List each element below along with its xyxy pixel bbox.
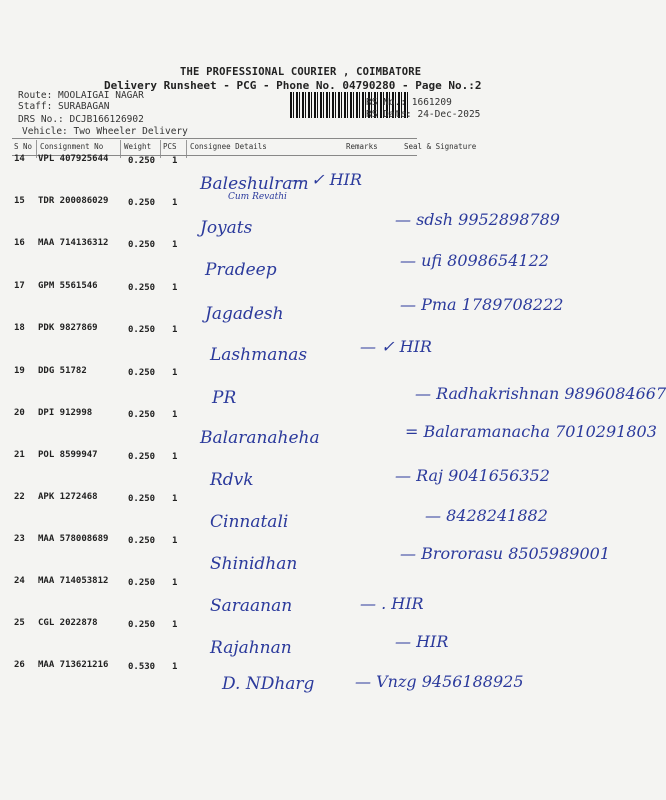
col-sno: S No	[14, 142, 33, 151]
pieces-count: 1	[172, 368, 178, 378]
pieces-count: 1	[172, 283, 178, 293]
weight-value: 0.250	[128, 156, 156, 166]
handwritten-consignee-name: Jagadesh	[205, 304, 284, 324]
serial-number: 17	[14, 281, 25, 291]
consignment-number: PDK 9827869	[38, 323, 98, 333]
pieces-count: 1	[172, 410, 178, 420]
handwritten-remark-signature: — ✓ HIR	[360, 337, 432, 356]
weight-value: 0.250	[128, 368, 156, 378]
handwritten-consignee-name: Cinnatali	[210, 512, 289, 532]
pieces-count: 1	[172, 662, 178, 672]
table-row	[0, 492, 600, 532]
serial-number: 23	[14, 534, 25, 544]
rs-number: RS No.: 1661209	[366, 97, 452, 108]
table-row	[0, 196, 600, 236]
weight-value: 0.250	[128, 240, 156, 250]
serial-number: 16	[14, 238, 25, 248]
handwritten-remark-signature: — sdsh 9952898789	[395, 210, 560, 229]
handwritten-consignee-name: Rdvk	[210, 470, 254, 490]
handwritten-consignee-name: Saraanan	[210, 596, 293, 616]
handwritten-remark-signature: — . HIR	[360, 594, 424, 613]
pieces-count: 1	[172, 536, 178, 546]
handwritten-consignee-name: Balaranaheha	[200, 428, 320, 448]
pieces-count: 1	[172, 198, 178, 208]
col-seal: Seal & Signature	[404, 142, 477, 151]
consignment-number: DPI 912998	[38, 408, 93, 418]
table-row	[0, 450, 600, 490]
table-row	[0, 660, 600, 700]
handwritten-consignee-name: Rajahnan	[210, 638, 292, 658]
col-consignee: Consignee Details	[190, 142, 267, 151]
handwritten-remark-signature: — Brororasu 8505989001	[400, 544, 610, 563]
weight-value: 0.250	[128, 494, 156, 504]
handwritten-remark-signature: — Vnzg 9456188925	[355, 672, 524, 691]
rs-date: RS Date: 24-Dec-2025	[366, 109, 481, 120]
handwritten-consignee-name: Shinidhan	[210, 554, 298, 574]
weight-value: 0.250	[128, 452, 156, 462]
pieces-count: 1	[172, 325, 178, 335]
handwritten-remark-signature: — HIR	[395, 632, 449, 651]
weight-value: 0.250	[128, 536, 156, 546]
weight-value: 0.250	[128, 410, 156, 420]
table-row	[0, 323, 600, 363]
col-consignment: Consignment No	[40, 142, 104, 151]
serial-number: 24	[14, 576, 25, 586]
weight-value: 0.250	[128, 578, 156, 588]
serial-number: 15	[14, 196, 25, 206]
table-row	[0, 408, 657, 448]
consignment-number: MAA 578008689	[38, 534, 109, 544]
document-title: THE PROFESSIONAL COURIER , COIMBATORE	[180, 66, 422, 78]
handwritten-remark-signature: — 8428241882	[425, 506, 548, 525]
table-row	[0, 281, 600, 324]
handwritten-consignee-note: Cum Revathi	[228, 192, 287, 202]
serial-number: 14	[14, 154, 25, 164]
col-pcs: PCS	[163, 142, 177, 151]
serial-number: 26	[14, 660, 25, 670]
vehicle-label: Vehicle: Two Wheeler Delivery	[22, 126, 188, 137]
consignment-number: MAA 714136312	[38, 238, 109, 248]
pieces-count: 1	[172, 494, 178, 504]
weight-value: 0.530	[128, 662, 156, 672]
weight-value: 0.250	[128, 325, 156, 335]
col-weight: Weight	[124, 142, 152, 151]
serial-number: 21	[14, 450, 25, 460]
handwritten-remark-signature: — ufi 8098654122	[400, 251, 549, 270]
staff-label: Staff: SURABAGAN	[18, 101, 110, 112]
consignment-number: GPM 5561546	[38, 281, 98, 291]
handwritten-consignee-name: D. NDharg	[222, 674, 315, 694]
serial-number: 18	[14, 323, 25, 333]
serial-number: 19	[14, 366, 25, 376]
serial-number: 22	[14, 492, 25, 502]
consignment-number: MAA 713621216	[38, 660, 109, 670]
table-row	[0, 238, 600, 278]
handwritten-consignee-name: Pradeep	[205, 260, 277, 280]
consignment-number: DDG 51782	[38, 366, 87, 376]
serial-number: 20	[14, 408, 25, 418]
pieces-count: 1	[172, 240, 178, 250]
consignment-number: VPL 407925644	[38, 154, 109, 164]
consignment-number: TDR 200086029	[38, 196, 109, 206]
table-row	[0, 366, 666, 408]
table-row	[0, 576, 600, 616]
table-row	[0, 618, 600, 658]
weight-value: 0.250	[128, 198, 156, 208]
handwritten-remark-signature: = Balaramanacha 7010291803	[405, 422, 657, 441]
consignment-number: POL 8599947	[38, 450, 98, 460]
handwritten-remark-signature: — Pma 1789708222	[400, 295, 564, 314]
col-remarks: Remarks	[346, 142, 378, 151]
handwritten-remark-signature: — Raj 9041656352	[395, 466, 550, 485]
handwritten-remark-signature: — Radhakrishnan 9896084667	[415, 384, 666, 403]
handwritten-consignee-name: Baleshulram	[200, 174, 309, 194]
consignment-number: MAA 714053812	[38, 576, 109, 586]
consignment-number: CGL 2022878	[38, 618, 98, 628]
serial-number: 25	[14, 618, 25, 628]
drs-number: DRS No.: DCJB166126902	[18, 114, 144, 125]
handwritten-consignee-name: PR	[212, 388, 237, 408]
table-top-rule	[12, 138, 417, 139]
weight-value: 0.250	[128, 283, 156, 293]
handwritten-consignee-name: Lashmanas	[210, 345, 308, 365]
handwritten-consignee-name: Joyats	[200, 218, 253, 238]
pieces-count: 1	[172, 620, 178, 630]
pieces-count: 1	[172, 578, 178, 588]
pieces-count: 1	[172, 452, 178, 462]
weight-value: 0.250	[128, 620, 156, 630]
pieces-count: 1	[172, 156, 178, 166]
consignment-number: APK 1272468	[38, 492, 98, 502]
route-label: Route: MOOLAIGAI NAGAR	[18, 90, 144, 101]
table-row	[0, 534, 610, 574]
document-subtitle: Delivery Runsheet - PCG - Phone No. 04790280 - Page No.:2	[104, 79, 482, 92]
handwritten-remark-signature: — ✓ HIR	[290, 170, 362, 189]
